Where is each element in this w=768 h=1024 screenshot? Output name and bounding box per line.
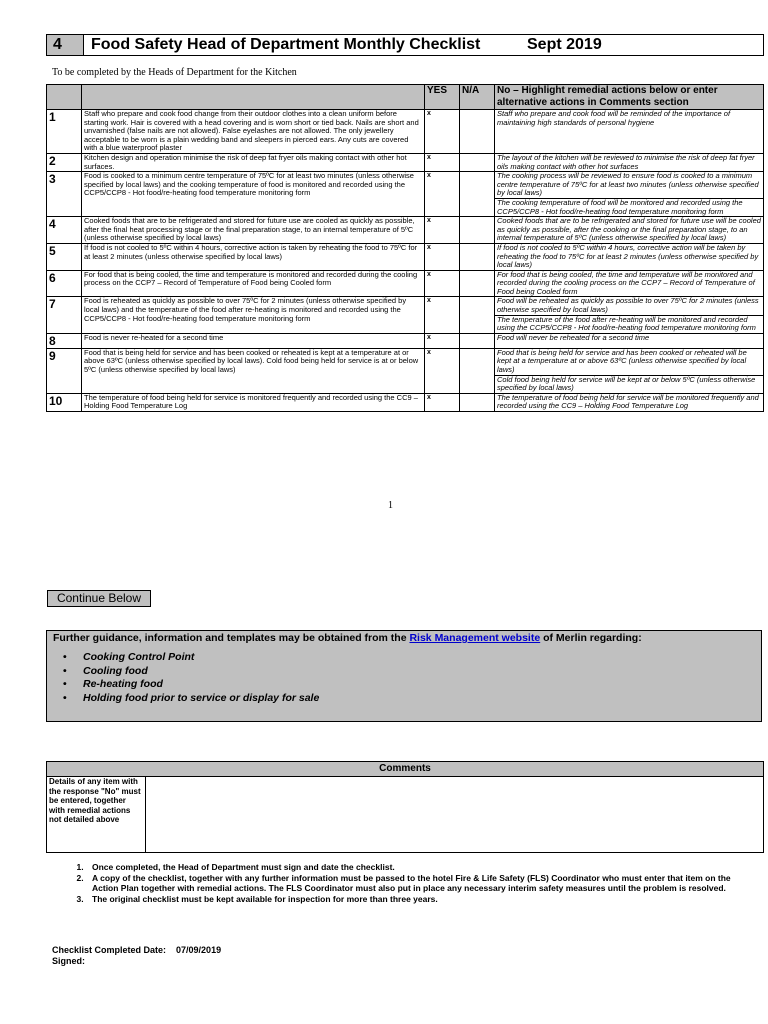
item-number: 4	[47, 217, 82, 244]
item-number: 9	[47, 348, 82, 393]
completed-date-label: Checklist Completed Date:	[52, 945, 167, 955]
checklist-row	[47, 348, 764, 393]
remedial-action: The layout of the kitchen will be reviewed to minimise the risk of deep fat fryer oils making contact with other hot surfaces	[497, 152, 755, 171]
remedial-actions	[495, 153, 764, 171]
guidance-list	[63, 651, 319, 705]
remedial-actions	[495, 243, 764, 270]
item-description: Staff who prepare and cook food change from their outdoor clothes into a clean uniform before starting work. Hair is covered with a head covering and is worn short or tied back. Nails are short and unvarnished (false nails are not allowed). False eyelashes are not allowed. The only jewellery acceptable to be worn is a plain wedding band and sleepers in pierced ears. Any cuts are covered with a blue waterproof plaster	[82, 110, 425, 154]
yes-cell[interactable]: x	[425, 110, 460, 154]
remedial-action: The temperature of food being held for service will be monitored frequently and recorded using the CC9 – Holding Food Temperature Log	[497, 392, 759, 411]
checklist-row	[47, 243, 764, 270]
item-description: Kitchen design and operation minimise the risk of deep fat fryer oils making contact with other hot surfaces.	[82, 153, 425, 171]
guidance-lead	[53, 632, 642, 644]
remedial-action: The temperature of the food after re-heating will be monitored and recorded using the CCP5/CCP8 - Hot food/re-heating food temperature monitoring form	[495, 315, 763, 333]
checklist-table	[46, 84, 764, 412]
item-number: 7	[47, 297, 82, 333]
signed-line	[52, 956, 221, 967]
checklist-period: Sept 2019	[527, 36, 602, 53]
guidance-box	[46, 630, 762, 722]
checklist-row	[47, 270, 764, 297]
checklist-row	[47, 172, 764, 217]
header-item	[82, 85, 425, 110]
instructions-list	[72, 862, 746, 904]
signed-label: Signed:	[52, 956, 85, 966]
comments-field[interactable]	[146, 777, 764, 853]
item-description: For food that is being cooled, the time and temperature is monitored and recorded during the cooling process on the CCP7 – Record of Temperature of Food being Cooled form	[82, 270, 425, 297]
yes-cell[interactable]: x	[425, 393, 460, 411]
item-number: 2	[47, 153, 82, 171]
yes-cell[interactable]: x	[425, 348, 460, 393]
na-cell[interactable]	[460, 348, 495, 393]
checklist-row	[47, 297, 764, 333]
item-number: 1	[47, 110, 82, 154]
item-description: The temperature of food being held for service is monitored frequently and recorded using the CC9 – Holding Food Temperature Log	[82, 393, 425, 411]
checklist-row	[47, 333, 764, 348]
remedial-actions	[495, 270, 764, 297]
guidance-lead-after: of Merlin regarding:	[540, 632, 642, 644]
yes-cell[interactable]: x	[425, 172, 460, 217]
item-description: If food is not cooled to 5ºC within 4 hours, corrective action is taken by reheating the food to 75ºC for at least 2 minutes (unless otherwise specified by local laws)	[82, 243, 425, 270]
risk-management-link[interactable]: Risk Management website	[409, 632, 541, 644]
intro-text: To be completed by the Heads of Department for the Kitchen	[52, 67, 297, 78]
page-number: 1	[388, 500, 393, 511]
checklist-row	[47, 110, 764, 154]
na-cell[interactable]	[460, 333, 495, 348]
instruction-item: 1. Once completed, the Head of Department must sign and date the checklist.	[86, 862, 746, 873]
comments-table	[46, 761, 764, 853]
yes-cell[interactable]: x	[425, 333, 460, 348]
page-title: Food Safety Head of Department Monthly Checklist	[91, 36, 481, 53]
checklist-row	[47, 393, 764, 411]
na-cell[interactable]	[460, 297, 495, 333]
guidance-item: • Holding food prior to service or display for sale	[63, 692, 319, 706]
remedial-actions	[495, 297, 764, 333]
remedial-action: Food will be reheated as quickly as possible to over 75ºC for 2 minutes (unless otherwise specified by local laws)	[497, 296, 759, 315]
checklist-row	[47, 153, 764, 171]
yes-cell[interactable]: x	[425, 217, 460, 244]
completed-date-value: 07/09/2019	[176, 945, 222, 955]
yes-cell[interactable]: x	[425, 153, 460, 171]
remedial-action: Food will never be reheated for a second time	[497, 332, 650, 342]
remedial-action: For food that is being cooled, the time and temperature will be monitored and recorded during the cooling process on the CCP7 – Record of Temperature of Food being Cooled form	[497, 269, 755, 296]
header-no-remedial: No – Highlight remedial actions below or enter alternative actions in Comments section	[495, 85, 764, 110]
remedial-action: Cooked foods that are to be refrigerated and stored for future use will be cooled as quickly as possible, after the cooking or the final preparation stage, to an internal temperature of 5ºC (unless otherwise specified by local laws)	[497, 216, 761, 243]
item-number: 8	[47, 333, 82, 348]
na-cell[interactable]	[460, 110, 495, 154]
item-number: 3	[47, 172, 82, 217]
remedial-action: The cooking temperature of food will be monitored and recorded using the CCP5/CCP8 - Hot food/re-heating food temperature monitoring form	[495, 198, 763, 216]
checklist-header-row	[47, 85, 764, 110]
instruction-item: 3. The original checklist must be kept available for inspection for more than three years.	[86, 894, 746, 905]
remedial-actions	[495, 348, 764, 393]
na-cell[interactable]	[460, 217, 495, 244]
na-cell[interactable]	[460, 270, 495, 297]
yes-cell[interactable]: x	[425, 270, 460, 297]
signoff-block	[52, 945, 221, 967]
remedial-actions	[495, 217, 764, 244]
guidance-lead-before: Further guidance, information and templates may be obtained from the	[53, 632, 410, 644]
comments-instruction: Details of any item with the response "No" must be entered, together with remedial actions not detailed above	[47, 777, 146, 853]
checklist-title-bar	[46, 34, 764, 56]
yes-cell[interactable]: x	[425, 297, 460, 333]
na-cell[interactable]	[460, 393, 495, 411]
remedial-actions	[495, 333, 764, 348]
header-num	[47, 85, 82, 110]
guidance-item: • Cooling food	[63, 665, 319, 679]
instruction-item: 2. A copy of the checklist, together with any further information must be passed to the hotel Fire & Life Safety (FLS) Coordinator who must enter that item on the Action Plan together with remedial actions. The FLS Coordinator must also put in place any necessary interim safety measures until the problem is resolved.	[86, 873, 746, 894]
checklist-row	[47, 217, 764, 244]
section-number: 4	[47, 35, 84, 55]
item-number: 6	[47, 270, 82, 297]
remedial-actions	[495, 393, 764, 411]
remedial-actions	[495, 172, 764, 217]
guidance-item: • Cooking Control Point	[63, 651, 319, 665]
remedial-action: Food that is being held for service and has been cooked or reheated will be kept at a temperature at or above 63ºC (unless otherwise specified by local laws)	[497, 347, 747, 375]
header-na: N/A	[460, 85, 495, 110]
remedial-action: The cooking process will be reviewed to ensure food is cooked to a minimum centre temperature of 75ºC for at least two minutes (unless otherwise specified by local laws)	[497, 171, 759, 198]
na-cell[interactable]	[460, 243, 495, 270]
continue-below-button[interactable]: Continue Below	[47, 590, 151, 607]
na-cell[interactable]	[460, 172, 495, 217]
remedial-actions	[495, 110, 764, 154]
item-description: Food is reheated as quickly as possible to over 75ºC for 2 minutes (unless otherwise specified by local laws) and the temperature of the food after re-heating is monitored and recorded using the CCP5/CCP8 - Hot food/re-heating food temperature monitoring form	[82, 297, 425, 333]
na-cell[interactable]	[460, 153, 495, 171]
comments-heading: Comments	[47, 762, 764, 777]
item-description: Cooked foods that are to be refrigerated and stored for future use are cooled as quickly as possible, after the final heat processing stage or the final preparation stage, to an internal temperature of 5ºC (unless otherwise specified by local laws)	[82, 217, 425, 244]
item-description: Food that is being held for service and has been cooked or reheated is kept at a temperature at or above 63ºC (unless otherwise specified by local laws). Cold food being held for service is at or below 5ºC (unless otherwise specified by local laws)	[82, 348, 425, 393]
item-description: Food is cooked to a minimum centre temperature of 75ºC for at least two minutes (unless otherwise specified by local laws) and the cooking temperature of food is monitored and recorded using the CCP5/CCP8 - Hot food/re-heating food temperature monitoring form	[82, 172, 425, 217]
remedial-action: Staff who prepare and cook food will be reminded of the importance of maintaining high standards of personal hygiene	[497, 109, 731, 127]
item-number: 10	[47, 393, 82, 411]
header-yes: YES	[425, 85, 460, 110]
yes-cell[interactable]: x	[425, 243, 460, 270]
item-description: Food is never re-heated for a second time	[82, 333, 425, 348]
item-number: 5	[47, 243, 82, 270]
completed-date-line	[52, 945, 221, 956]
guidance-item: • Re-heating food	[63, 678, 319, 692]
remedial-action: Cold food being held for service will be kept at or below 5ºC (unless otherwise specified by local laws)	[495, 375, 763, 393]
remedial-action: If food is not cooled to 5ºC within 4 hours, corrective action will be taken by reheating the food to 75ºC for at least 2 minutes (unless otherwise specified by local laws)	[497, 242, 759, 270]
